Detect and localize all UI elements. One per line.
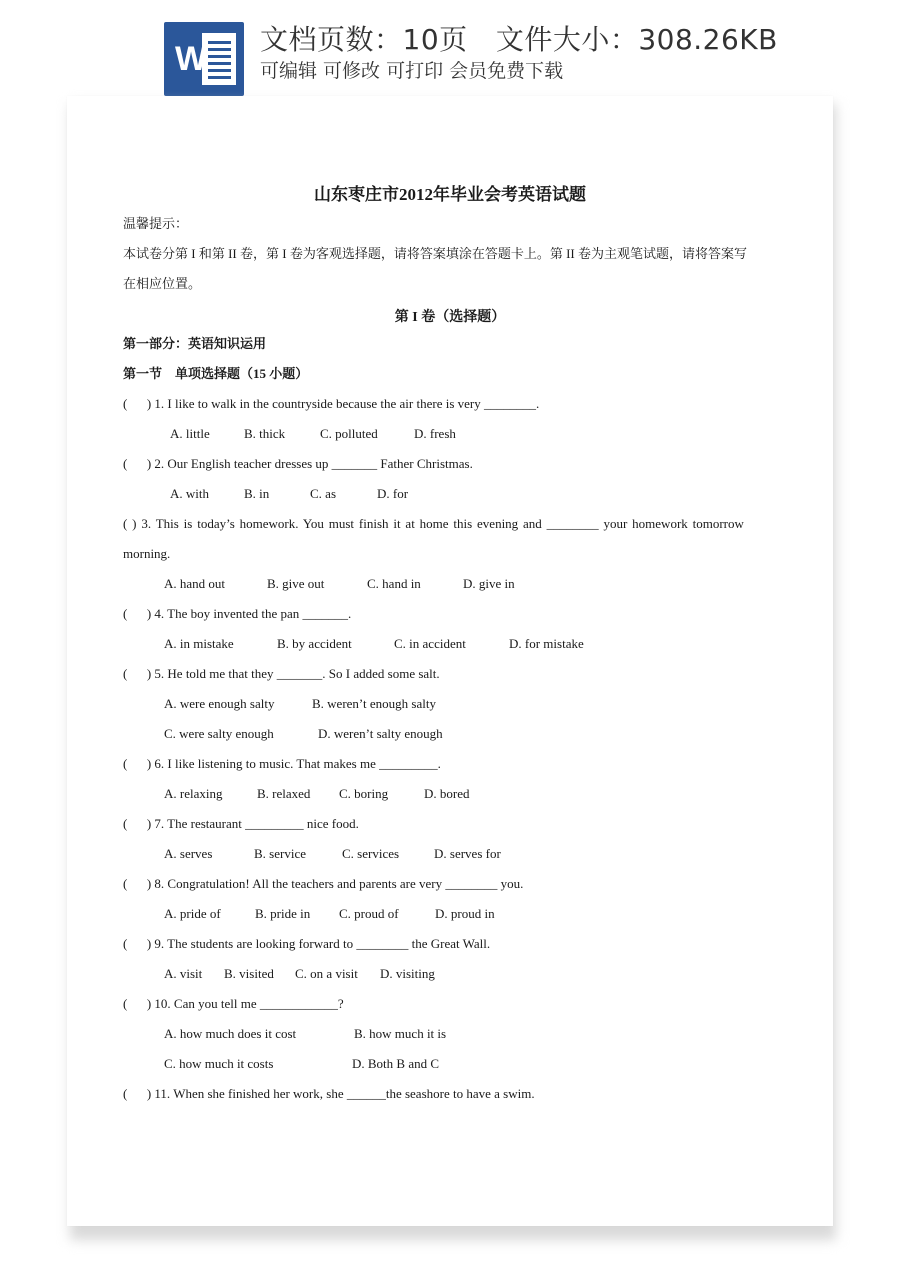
question-3-continued: morning. xyxy=(123,546,171,561)
q4-option-b: B. by accident xyxy=(277,636,352,651)
tip-line-1: 本试卷分第 I 和第 II 卷，第 I 卷为客观选择题，请将答案填涂在答题卡上。第 II 卷为主观笔试题，请将答案写 xyxy=(123,246,747,261)
q5-option-d: D. weren’t salty enough xyxy=(318,726,443,741)
q8-option-b: B. pride in xyxy=(255,906,311,921)
q2-option-d: D. for xyxy=(377,486,409,501)
q5-option-a: A. were enough salty xyxy=(164,696,275,711)
q1-option-c: C. polluted xyxy=(320,426,378,441)
q10-option-c: C. how much it costs xyxy=(164,1056,274,1071)
q1-option-a: A. little xyxy=(170,426,210,441)
q2-option-a: A. with xyxy=(170,486,209,501)
word-letter: W xyxy=(174,40,208,78)
q5-option-c: C. were salty enough xyxy=(164,726,274,741)
q3-option-a: A. hand out xyxy=(164,576,226,591)
part-title: 第一部分：英语知识运用 xyxy=(123,336,267,351)
q1-option-d: D. fresh xyxy=(414,426,456,441)
question-6: ( ) 6. I like listening to music. That makes me _________. xyxy=(123,756,441,771)
q9-option-b: B. visited xyxy=(224,966,274,981)
section-title: 第 I 卷（选择题） xyxy=(394,310,506,325)
question-2: ( ) 2. Our English teacher dresses up _______ Father Christmas. xyxy=(123,456,473,471)
question-3: ( ) 3. This is today’s homework. You must finish it at home this evening and ________ your homework tomorrow xyxy=(123,516,744,531)
file-info-subtitle: 可编辑 可修改 可打印 会员免费下载 xyxy=(260,60,564,82)
q7-option-a: A. serves xyxy=(164,846,213,861)
document-title: 山东枣庄市2012年毕业会考英语试题 xyxy=(314,185,586,204)
question-7: ( ) 7. The restaurant _________ nice food. xyxy=(123,816,359,831)
question-5: ( ) 5. He told me that they _______. So I added some salt. xyxy=(123,666,440,681)
q10-option-d: D. Both B and C xyxy=(352,1056,440,1071)
q4-option-c: C. in accident xyxy=(394,636,466,651)
q7-option-b: B. service xyxy=(254,846,306,861)
q6-option-a: A. relaxing xyxy=(164,786,223,801)
tip-label: 温馨提示： xyxy=(123,216,189,231)
q4-option-d: D. for mistake xyxy=(509,636,584,651)
question-8: ( ) 8. Congratulation! All the teachers and parents are very ________ you. xyxy=(123,876,524,891)
q8-option-d: D. proud in xyxy=(435,906,495,921)
question-11: ( ) 11. When she finished her work, she ______the seashore to have a swim. xyxy=(123,1086,535,1101)
q8-option-a: A. pride of xyxy=(164,906,221,921)
download-banner xyxy=(0,0,900,100)
q9-option-c: C. on a visit xyxy=(295,966,358,981)
q5-option-b: B. weren’t enough salty xyxy=(312,696,436,711)
q6-option-d: D. bored xyxy=(424,786,470,801)
q6-option-c: C. boring xyxy=(339,786,389,801)
q3-option-b: B. give out xyxy=(267,576,325,591)
q6-option-b: B. relaxed xyxy=(257,786,311,801)
q9-option-d: D. visiting xyxy=(380,966,435,981)
document-page xyxy=(67,96,833,1226)
word-document-icon xyxy=(164,22,244,96)
tip-line-2: 在相应位置。 xyxy=(123,276,202,291)
question-4: ( ) 4. The boy invented the pan _______. xyxy=(123,606,352,621)
q1-option-b: B. thick xyxy=(244,426,286,441)
q2-option-b: B. in xyxy=(244,486,270,501)
question-10: ( ) 10. Can you tell me ____________? xyxy=(123,996,344,1011)
q10-option-a: A. how much does it cost xyxy=(164,1026,297,1041)
q7-option-d: D. serves for xyxy=(434,846,501,861)
q9-option-a: A. visit xyxy=(164,966,203,981)
question-1: ( ) 1. I like to walk in the countryside because the air there is very ________. xyxy=(123,396,540,411)
q4-option-a: A. in mistake xyxy=(164,636,234,651)
file-info-title: 文档页数：10页 文件大小：308.26KB xyxy=(260,23,778,56)
question-9: ( ) 9. The students are looking forward to ________ the Great Wall. xyxy=(123,936,491,951)
q8-option-c: C. proud of xyxy=(339,906,399,921)
q10-option-b: B. how much it is xyxy=(354,1026,447,1041)
q3-option-d: D. give in xyxy=(463,576,515,591)
q3-option-c: C. hand in xyxy=(367,576,421,591)
q2-option-c: C. as xyxy=(310,486,336,501)
subsection-title: 第一节 单项选择题（15 小题） xyxy=(123,366,309,381)
q7-option-c: C. services xyxy=(342,846,400,861)
